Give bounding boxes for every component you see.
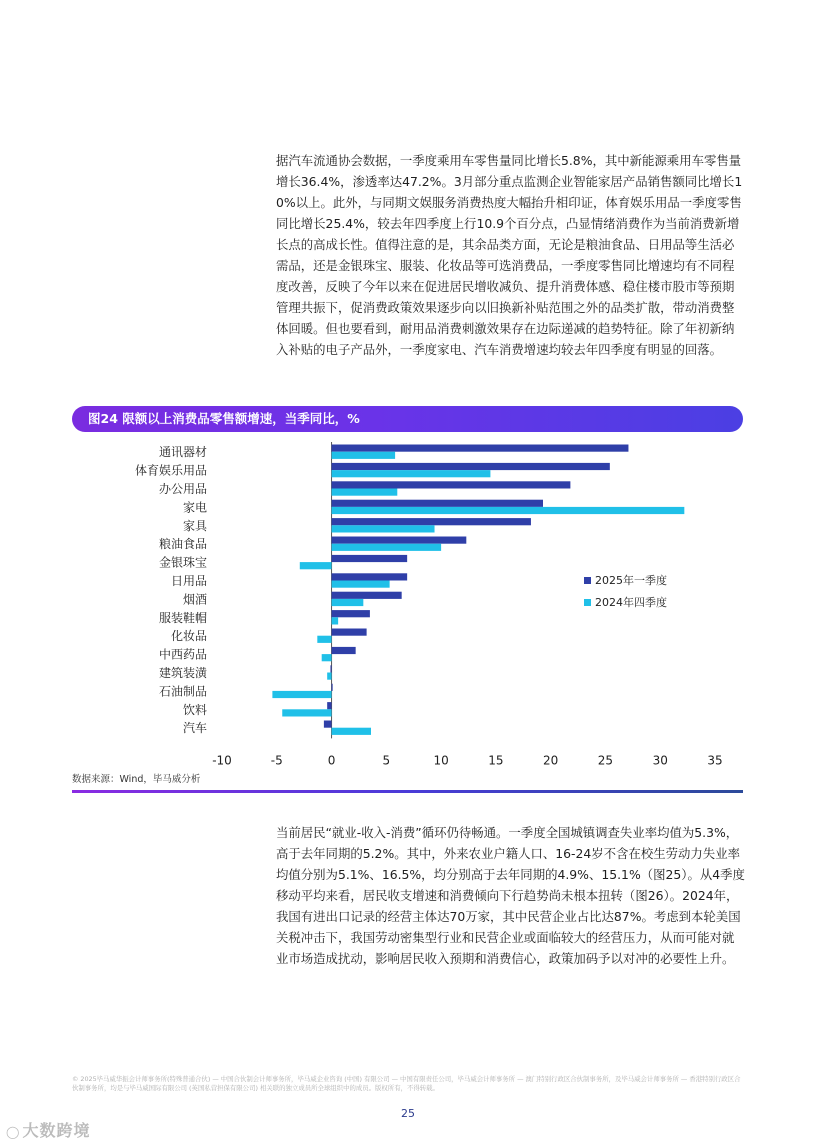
category-label: 中西药品 — [158, 647, 207, 662]
x-tick-label: -10 — [212, 753, 232, 768]
body-paragraph-1: 据汽车流通协会数据，一季度乘用车零售量同比增长5.8%，其中新能源乘用车零售量增长36.4%，渗透率达47.2%。3月部分重点监测企业智能家居产品销售额同比增长10%以上。此外，与同期文娱服务消费热度大幅抬升相印证，体育娱乐用品一季度零售同比增长25.4%，较去年四季度上行10.9个百分点，凸显情绪消费作为当前消费新增长点的高成长性。值得注意的是，其余品类方面，无论是粮油食品、日用品等生活必需品，还是金银珠宝、服装、化妆品等可选消费品，一季度零售同比增速均有不同程度改善，反映了今年以来在促进居民增收减负、提升消费体感、稳住楼市股市等预期管理共振下，促消费政策效果逐步向以旧换新补贴范围之外的品类扩散，带动消费整体回暖。但也要看到，耐用品消费刺激效果存在边际递减的趋势特征。除了年初新纳入补贴的电子产品外，一季度家电、汽车消费增速均较去年四季度有明显的回落。 — [276, 153, 743, 357]
bar-series2 — [332, 489, 398, 496]
category-label: 家具 — [182, 518, 207, 533]
category-label: 服装鞋帽 — [158, 610, 207, 625]
x-tick-label: 30 — [652, 753, 668, 768]
watermark-logo-icon: ◯ — [6, 1125, 21, 1139]
copyright-disclaimer: © 2025毕马威华振会计师事务所(特殊普通合伙) — 中国合伙制会计师事务所，毕马威企业咨询 (中国) 有限公司 — 中国有限责任公司，毕马威会计师事务所 — 澳门特别行政区合伙制事务所，及毕马威会计师事务所 — 香港特别行政区合伙制事务所，均是与毕马威国际有限公司 (英国私营担保有限公司) 相关联的独立成员所全球组织中的成员。版权所有，不得转载。 — [72, 1075, 741, 1092]
legend-label: 2024年四季度 — [595, 596, 667, 609]
bar-series1 — [332, 629, 367, 636]
bar-series2 — [272, 691, 331, 698]
bar-series2 — [322, 654, 332, 661]
bar-series2 — [332, 544, 442, 551]
bar-series2 — [332, 470, 491, 477]
bar-series2 — [332, 452, 396, 459]
x-tick-label: 35 — [707, 753, 723, 768]
x-tick-label: 10 — [433, 753, 449, 768]
bar-series2 — [332, 581, 390, 588]
bar-series1 — [332, 500, 543, 507]
bar-series1 — [332, 518, 531, 525]
bar-series2 — [332, 728, 371, 735]
x-tick-label: 25 — [597, 753, 614, 768]
bar-series2 — [332, 599, 364, 606]
bar-series1 — [332, 573, 408, 580]
legend-swatch — [584, 577, 591, 584]
bar-series1 — [332, 555, 408, 562]
bar-series1 — [332, 537, 467, 544]
bar-series1 — [324, 721, 332, 728]
category-label: 体育娱乐用品 — [134, 463, 207, 478]
figure-title-bar — [72, 406, 743, 432]
category-label: 日用品 — [170, 574, 207, 588]
bar-series1 — [332, 463, 610, 470]
bar-series2 — [332, 507, 685, 514]
bar-series1 — [332, 647, 356, 654]
category-label: 饮料 — [182, 702, 207, 717]
x-tick-label: 15 — [488, 753, 504, 768]
bar-series1 — [332, 610, 370, 617]
x-tick-label: 5 — [382, 753, 391, 768]
bar-series2 — [282, 709, 331, 716]
x-tick-label: 20 — [543, 753, 559, 768]
bar-series2 — [300, 562, 332, 569]
horizontal-bar-chart — [72, 436, 743, 768]
figure-title: 图24 限额以上消费品零售额增速，当季同比，% — [88, 411, 360, 426]
bar-series2 — [332, 525, 435, 532]
bar-series1 — [332, 684, 333, 691]
watermark — [6, 1118, 90, 1141]
x-tick-label: 0 — [327, 753, 336, 768]
category-label: 办公用品 — [158, 482, 207, 496]
legend-swatch — [584, 599, 591, 606]
data-source-note: 数据来源：Wind，毕马威分析 — [72, 774, 201, 785]
category-label: 家电 — [182, 500, 207, 515]
figure-bottom-rule — [72, 790, 743, 793]
category-label: 石油制品 — [158, 684, 207, 699]
bar-series2 — [327, 673, 331, 680]
category-label: 建筑装潢 — [158, 666, 207, 680]
page-number: 25 — [401, 1107, 415, 1120]
bar-series1 — [332, 481, 571, 488]
bar-series2 — [317, 636, 331, 643]
bar-series1 — [330, 665, 331, 672]
category-label: 通讯器材 — [158, 445, 207, 460]
category-label: 化妆品 — [170, 629, 207, 644]
bar-series1 — [327, 702, 331, 709]
category-label: 粮油食品 — [158, 537, 207, 552]
watermark-text: 大数跨境 — [22, 1121, 91, 1140]
bar-series2 — [332, 617, 339, 624]
category-label: 金银珠宝 — [158, 555, 207, 570]
bar-series1 — [332, 592, 402, 599]
legend-label: 2025年一季度 — [595, 574, 667, 587]
bar-series1 — [332, 445, 629, 452]
category-label: 汽车 — [182, 721, 207, 736]
category-label: 烟酒 — [182, 592, 207, 607]
x-tick-label: -5 — [270, 753, 283, 768]
body-paragraph-2: 当前居民“就业-收入-消费”循环仍待畅通。一季度全国城镇调查失业率均值为5.3%，高于去年同期的5.2%。其中，外来农业户籍人口、16-24岁不含在校生劳动力失业率均值分别为5.1%、16.5%，均分别高于去年同期的4.9%、15.1%（图25）。从4季度移动平均来看，居民收支增速和消费倾向下行趋势尚未根本扭转（图26）。2024年，我国有进出口记录的经营主体达70万家，其中民营企业占比达87%。考虑到本轮美国关税冲击下，我国劳动密集型行业和民营企业或面临较大的经营压力，从而可能对就业市场造成扰动，影响居民收入预期和消费信心，政策加码予以对冲的必要性上升。 — [276, 825, 745, 966]
